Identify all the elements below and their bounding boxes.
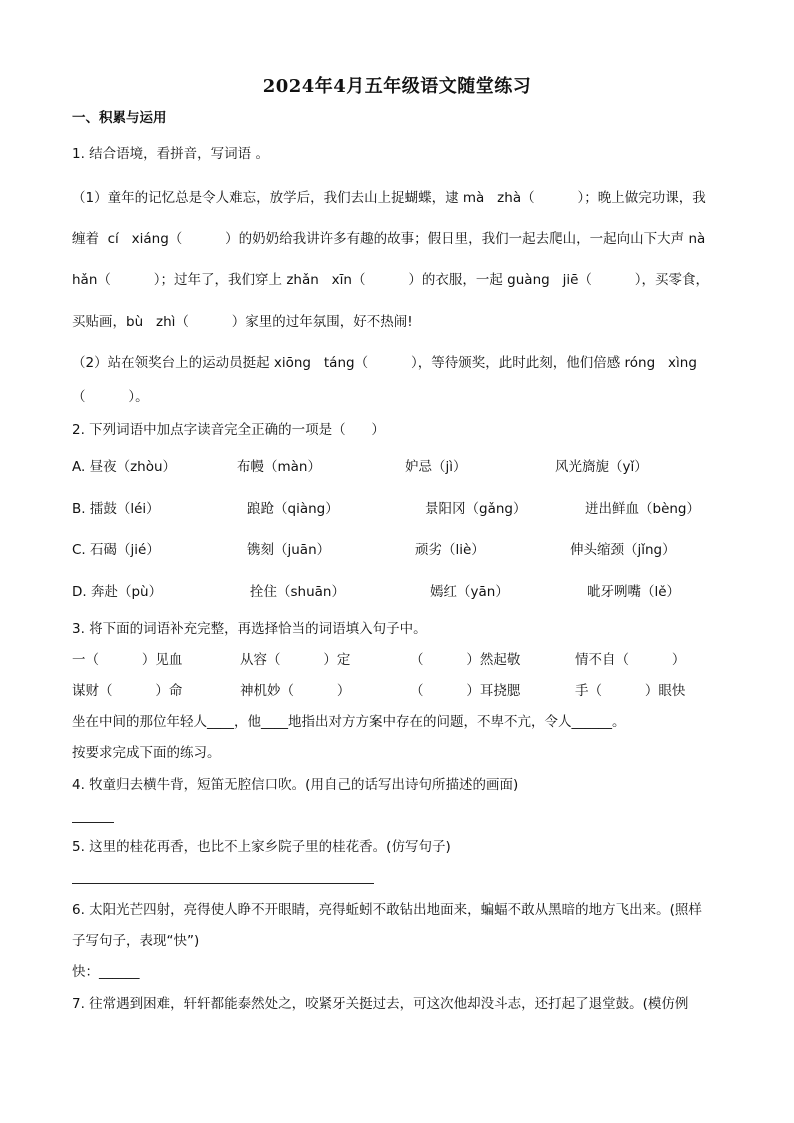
option-word: 风光旖旎（yǐ） bbox=[555, 459, 648, 475]
q7-stem: 7. 往常遇到困难，轩轩都能泰然处之，咬紧牙关挺过去，可这次他却没斗志，还打起了退堂鼓。(模仿例 bbox=[72, 996, 689, 1012]
idiom-blank: 神机妙（ ） bbox=[240, 683, 351, 699]
q5-stem: 5. 这里的桂花再香，也比不上家乡院子里的桂花香。(仿写句子) bbox=[72, 839, 451, 855]
option-word: 呲牙咧嘴（lě） bbox=[587, 584, 681, 600]
idiom-blank: 情不自（ ） bbox=[575, 652, 686, 668]
q3-stem: 3. 将下面的词语补充完整，再选择恰当的词语填入句子中。 bbox=[72, 621, 427, 637]
option-word: 镌刻（juān） bbox=[247, 542, 331, 558]
option-word: 迸出鲜血（bèng） bbox=[585, 501, 701, 517]
q1-part1-line3: hǎn（ ）；过年了，我们穿上 zhǎn xīn（ ）的衣服，一起 guàng jiē（ ），买零食， bbox=[72, 272, 710, 288]
option-word: 拴住（shuān） bbox=[250, 584, 345, 600]
option-word: 景阳冈（gǎng） bbox=[425, 501, 527, 517]
idiom-blank: （ ）然起敬 bbox=[410, 652, 521, 668]
section-heading: 一、积累与运用 bbox=[72, 110, 167, 126]
q1-part1-line1: （1）童年的记忆总是令人难忘，放学后，我们去山上捉蝴蝶，逮 mà zhà（ ）；晚上做完功课，我 bbox=[72, 190, 706, 206]
q1-stem: 1. 结合语境，看拼音，写词语 。 bbox=[72, 146, 269, 162]
option-word: D. 奔赴（pù） bbox=[72, 584, 163, 600]
idiom-blank: 谋财（ ）命 bbox=[72, 683, 183, 699]
idiom-blank: 一（ ）见血 bbox=[72, 652, 183, 668]
q6-stem-line2: 子写句子，表现“快”) bbox=[72, 933, 200, 949]
option-word: 布幔（màn） bbox=[237, 459, 321, 475]
q4-stem: 4. 牧童归去横牛背，短笛无腔信口吹。(用自己的话写出诗句所描述的画面) bbox=[72, 777, 519, 793]
q5-answer-line[interactable] bbox=[72, 883, 374, 884]
page-title: 2024年4月五年级语文随堂练习 bbox=[262, 76, 532, 97]
option-word: B. 擂鼓（léi） bbox=[72, 501, 160, 517]
q3-fill-sentence: 坐在中间的那位年轻人____，他____地指出对方方案中存在的问题，不卑不亢，令人______。 bbox=[72, 714, 626, 730]
q4-answer-line[interactable] bbox=[72, 822, 114, 823]
q1-part2-line1: （2）站在领奖台上的运动员挺起 xiōng táng（ ），等待颁奖，此时此刻，他们倍感 róng xìng bbox=[72, 355, 697, 371]
q6-answer-label: 快：______ bbox=[72, 964, 140, 980]
idiom-blank: 从容（ ）定 bbox=[240, 652, 351, 668]
q2-stem: 2. 下列词语中加点字读音完全正确的一项是（ ） bbox=[72, 422, 385, 438]
idiom-blank: （ ）耳挠腮 bbox=[410, 683, 521, 699]
q1-part1-line4: 买贴画，bù zhì（ ）家里的过年氛围，好不热闹! bbox=[72, 314, 413, 330]
idiom-blank: 手（ ）眼快 bbox=[575, 683, 686, 699]
option-word: A. 昼夜（zhòu） bbox=[72, 459, 177, 475]
option-word: 嫣红（yān） bbox=[430, 584, 509, 600]
option-word: 伸头缩颈（jǐng） bbox=[570, 542, 676, 558]
q6-stem-line1: 6. 太阳光芒四射，亮得使人睁不开眼睛，亮得蚯蚓不敢钻出地面来，蝙蝠不敢从黑暗的地方飞出来。(照样 bbox=[72, 902, 702, 918]
option-word: 踉跄（qiàng） bbox=[247, 501, 339, 517]
option-word: 顽劣（liè） bbox=[415, 542, 485, 558]
exercise-instruction: 按要求完成下面的练习。 bbox=[72, 745, 221, 761]
option-word: 妒忌（jì） bbox=[405, 459, 467, 475]
q1-part1-line2: 缠着 cí xiáng（ ）的奶奶给我讲许多有趣的故事；假日里，我们一起去爬山，一起向山下大声 nà bbox=[72, 231, 706, 247]
q1-part2-line2: （ ）。 bbox=[72, 389, 149, 405]
option-word: C. 石碣（jié） bbox=[72, 542, 160, 558]
